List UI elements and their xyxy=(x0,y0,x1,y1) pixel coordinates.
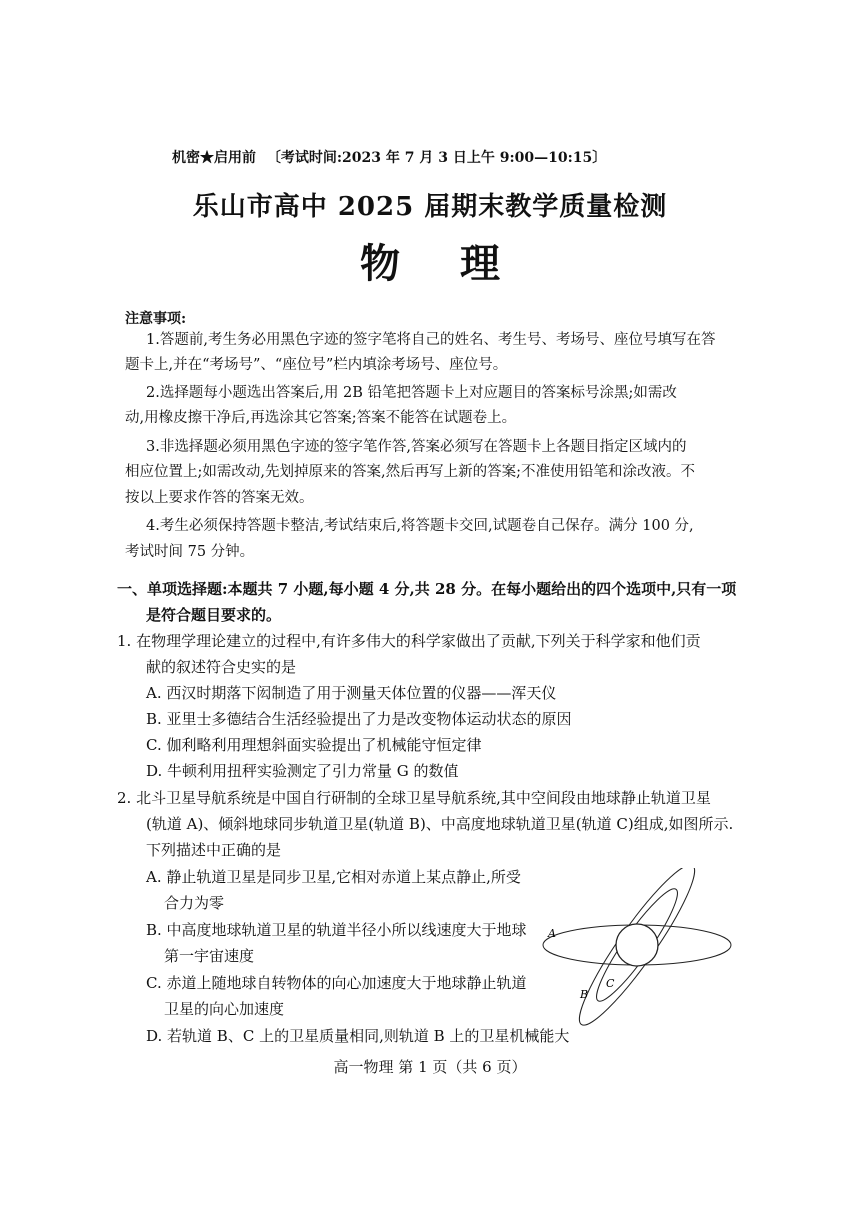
q1-option-c: C. 伽利略利用理想斜面实验提出了机械能守恒定律 xyxy=(146,736,482,754)
orbit-label-a: A xyxy=(548,927,556,940)
q2-option-d: D. 若轨道 B、C 上的卫星质量相同,则轨道 B 上的卫星机械能大 xyxy=(146,1027,570,1045)
notice-line-9: 考试时间 75 分钟。 xyxy=(125,544,255,560)
q1-option-d: D. 牛顿利用扭秤实验测定了引力常量 G 的数值 xyxy=(146,762,459,780)
q2-stem-line1: 2. 北斗卫星导航系统是中国自行研制的全球卫星导航系统,其中空间段由地球静止轨道卫星 xyxy=(117,789,711,807)
q2-stem-line2: (轨道 A)、倾斜地球同步轨道卫星(轨道 B)、中高度地球轨道卫星(轨道 C)组成,如图所示. xyxy=(146,815,734,833)
q1-stem-line2: 献的叙述符合史实的是 xyxy=(146,658,297,676)
q2-option-c-line1: C. 赤道上随地球自转物体的向心加速度大于地球静止轨道 xyxy=(146,974,527,992)
notice-line-1: 1.答题前,考生务必用黑色字迹的签字笔将自己的姓名、考生号、考场号、座位号填写在答 xyxy=(146,332,716,348)
orbit-label-c: C xyxy=(606,977,615,990)
q2-option-c-line2: 卫星的向心加速度 xyxy=(164,1000,285,1018)
earth xyxy=(616,924,658,966)
notice-line-3: 2.选择题每小题选出答案后,用 2B 铅笔把答题卡上对应题目的答案标号涂黑;如需改 xyxy=(146,385,677,401)
exam-title: 乐山市高中 2025 届期末教学质量检测 xyxy=(192,192,668,222)
q2-option-a-line2: 合力为零 xyxy=(164,894,225,912)
notice-heading: 注意事项: xyxy=(125,311,187,327)
exam-header-line xyxy=(172,147,606,167)
q2-option-a-line1: A. 静止轨道卫星是同步卫星,它相对赤道上某点静止,所受 xyxy=(146,868,521,886)
subject-title: 物理 xyxy=(360,240,560,287)
q2-stem-line3: 下列描述中正确的是 xyxy=(146,841,282,859)
notice-line-4: 动,用橡皮擦干净后,再选涂其它答案;答案不能答在试题卷上。 xyxy=(125,410,517,426)
section1-heading-line2: 是符合题目要求的。 xyxy=(146,606,282,624)
notice-line-6: 相应位置上;如需改动,先划掉原来的答案,然后再写上新的答案;不准使用铅笔和涂改液。不 xyxy=(125,464,695,480)
q1-stem-line1: 1. 在物理学理论建立的过程中,有许多伟大的科学家做出了贡献,下列关于科学家和他们贡 xyxy=(117,632,701,650)
q2-option-b-line2: 第一宇宙速度 xyxy=(164,947,255,965)
notice-line-2: 题卡上,并在“考场号”、“座位号”栏内填涂考场号、座位号。 xyxy=(125,357,508,373)
confidential-label: 机密★启用前 xyxy=(172,150,256,166)
q1-option-b: B. 亚里士多德结合生活经验提出了力是改变物体运动状态的原因 xyxy=(146,710,572,728)
notice-line-8: 4.考生必须保持答题卡整洁,考试结束后,将答题卡交回,试题卷自己保存。满分 100 分, xyxy=(146,518,694,534)
section1-heading-line1: 一、单项选择题:本题共 7 小题,每小题 4 分,共 28 分。在每小题给出的四个选项中,只有一项 xyxy=(117,580,737,598)
orbit-diagram xyxy=(540,868,740,1038)
q1-option-a: A. 西汉时期落下闳制造了用于测量天体位置的仪器——浑天仪 xyxy=(146,684,557,702)
notice-line-5: 3.非选择题必须用黑色字迹的签字笔作答,答案必须写在答题卡上各题目指定区域内的 xyxy=(146,439,687,455)
q2-option-b-line1: B. 中高度地球轨道卫星的轨道半径小所以线速度大于地球 xyxy=(146,921,527,939)
orbit-label-b: B xyxy=(580,988,589,1001)
exam-time: 〔考试时间:2023 年 7 月 3 日上午 9:00—10:15〕 xyxy=(266,150,607,166)
notice-line-7: 按以上要求作答的答案无效。 xyxy=(125,490,314,506)
page-footer: 高一物理 第 1 页（共 6 页） xyxy=(333,1058,527,1076)
